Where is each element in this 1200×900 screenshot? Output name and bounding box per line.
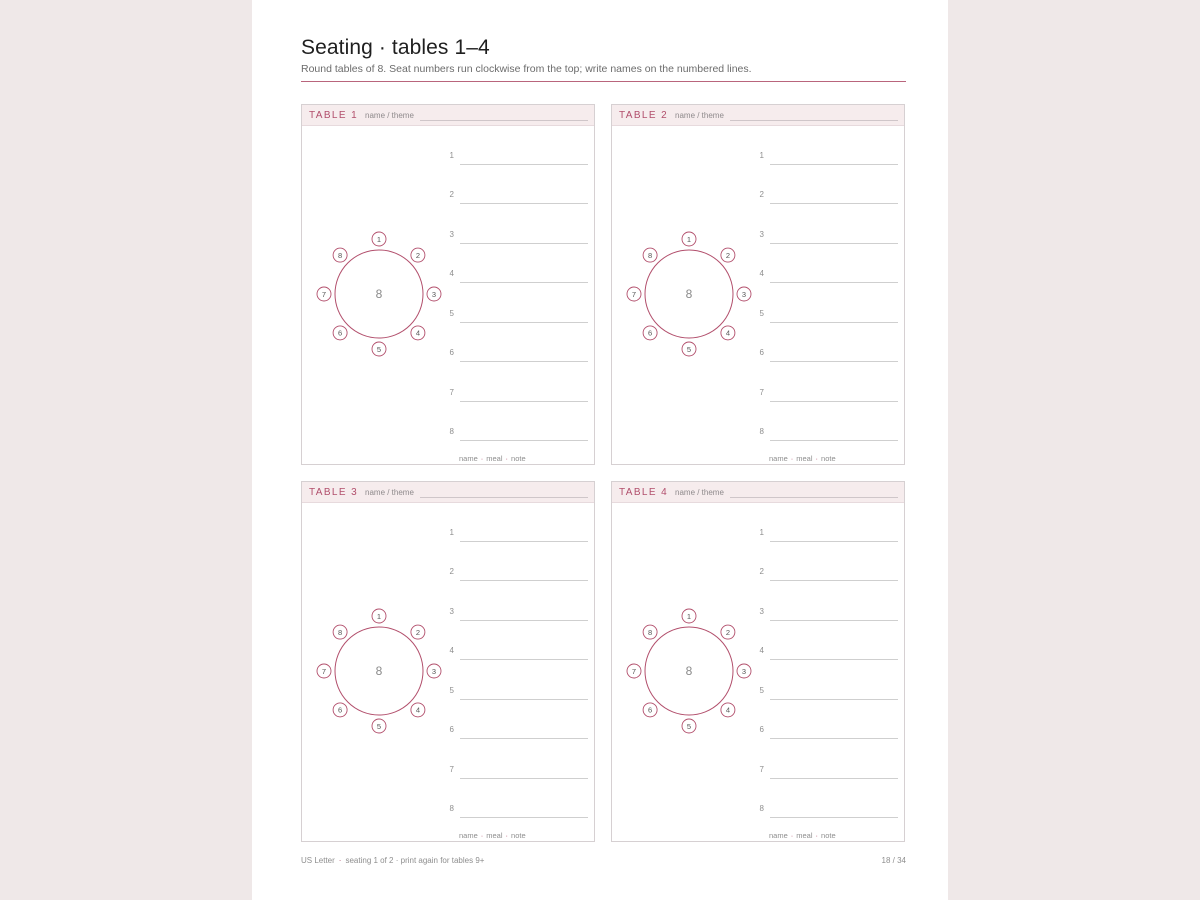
seat-number: 5: [376, 344, 382, 354]
seat-marker: [721, 703, 735, 717]
seat-row-number: 6: [449, 348, 454, 357]
field-legend-item: meal: [796, 454, 813, 463]
seat-number: 3: [741, 666, 747, 676]
name-write-line[interactable]: [770, 203, 898, 204]
seat-marker: [721, 248, 735, 262]
seat-name-row: [442, 804, 588, 818]
name-write-line[interactable]: [770, 620, 898, 621]
seat-name-row: [442, 725, 588, 739]
table-card-header: [302, 482, 594, 503]
seat-number: 7: [321, 289, 327, 299]
table-capacity-number: 8: [375, 664, 383, 678]
seat-number: 1: [686, 611, 692, 621]
round-table-diagram: [622, 211, 757, 354]
seat-number: 6: [648, 328, 653, 338]
seat-marker: [643, 703, 657, 717]
seat-number: 5: [686, 721, 692, 731]
theme-field-label: name / theme: [675, 111, 724, 120]
separator-dot: ·: [790, 454, 794, 463]
seat-number: 1: [376, 234, 382, 244]
seat-marker: [317, 664, 331, 678]
page-number: 18 / 34: [881, 856, 906, 865]
seat-row-number: 6: [759, 725, 764, 734]
theme-write-line[interactable]: [730, 497, 898, 498]
seat-name-row: [442, 348, 588, 362]
seat-number: 7: [631, 666, 637, 676]
name-write-line[interactable]: [770, 164, 898, 165]
name-write-line[interactable]: [770, 282, 898, 283]
seat-name-row: [442, 388, 588, 402]
seat-marker: [333, 625, 347, 639]
name-write-line[interactable]: [460, 738, 588, 739]
name-write-line[interactable]: [460, 580, 588, 581]
name-write-line[interactable]: [770, 738, 898, 739]
seat-marker: [427, 287, 441, 301]
table-label: TABLE 1: [309, 110, 359, 121]
seat-name-row: [752, 269, 898, 283]
seat-row-number: 3: [449, 607, 454, 616]
seat-marker: [372, 719, 386, 733]
seat-row-number: 7: [759, 388, 764, 397]
name-write-line[interactable]: [770, 322, 898, 323]
card-field-legend: [769, 454, 836, 463]
table-label: TABLE 2: [619, 110, 669, 121]
seat-number: 8: [338, 250, 343, 260]
seat-row-number: 5: [449, 309, 454, 318]
seat-number: 2: [725, 250, 730, 260]
seat-marker: [721, 625, 735, 639]
field-legend-item: note: [511, 454, 526, 463]
seat-number: 8: [648, 250, 653, 260]
seat-name-row: [442, 309, 588, 323]
separator-dot: ·: [815, 454, 819, 463]
seat-name-row: [752, 567, 898, 581]
seat-marker: [372, 609, 386, 623]
separator-dot: ·: [505, 831, 509, 840]
page-subtitle: Round tables of 8. Seat numbers run clockwise from the top; write names on the numbered lines.: [301, 63, 752, 75]
seat-number: 3: [431, 289, 437, 299]
seat-name-row: [442, 151, 588, 165]
page-footer-left: [301, 856, 484, 865]
page-title: Seating · tables 1–4: [301, 36, 490, 59]
table-capacity-number: 8: [685, 287, 693, 301]
field-legend-item: name: [769, 454, 788, 463]
card-field-legend: [459, 454, 526, 463]
seat-name-row: [442, 427, 588, 441]
seat-row-number: 7: [449, 765, 454, 774]
seat-row-number: 8: [449, 427, 454, 436]
seat-number: 4: [415, 705, 420, 715]
seat-name-row: [442, 230, 588, 244]
seat-marker: [333, 326, 347, 340]
seat-number: 5: [686, 344, 692, 354]
field-legend-item: note: [511, 831, 526, 840]
table-card: [301, 104, 595, 465]
seat-row-number: 4: [759, 646, 764, 655]
seat-marker: [372, 232, 386, 246]
name-write-line[interactable]: [770, 778, 898, 779]
card-field-legend: [459, 831, 526, 840]
separator-dot: ·: [338, 856, 342, 865]
seat-marker: [427, 664, 441, 678]
name-write-line[interactable]: [770, 817, 898, 818]
seat-name-row: [442, 567, 588, 581]
seat-name-row: [442, 607, 588, 621]
field-legend-item: meal: [486, 831, 503, 840]
seat-number: 3: [741, 289, 747, 299]
seat-row-number: 5: [449, 686, 454, 695]
round-table-diagram: [312, 588, 447, 731]
name-write-line[interactable]: [460, 164, 588, 165]
card-field-legend: [769, 831, 836, 840]
seat-name-row: [752, 230, 898, 244]
seat-row-number: 4: [449, 269, 454, 278]
seat-number: 7: [631, 289, 637, 299]
name-write-line[interactable]: [460, 778, 588, 779]
seat-marker: [411, 625, 425, 639]
table-card-header: [612, 105, 904, 126]
seat-row-number: 8: [759, 427, 764, 436]
seat-marker: [682, 342, 696, 356]
printable-page: [252, 0, 948, 900]
round-table-diagram: [312, 211, 447, 354]
seat-row-number: 7: [449, 388, 454, 397]
seat-name-row: [752, 528, 898, 542]
seat-row-number: 1: [449, 151, 454, 160]
seat-name-row: [752, 427, 898, 441]
separator-dot: ·: [790, 831, 794, 840]
seat-row-number: 1: [449, 528, 454, 537]
seat-marker: [682, 609, 696, 623]
theme-field-label: name / theme: [365, 488, 414, 497]
seat-marker: [737, 664, 751, 678]
seat-number: 4: [725, 705, 730, 715]
seat-number: 4: [725, 328, 730, 338]
seat-name-row: [752, 388, 898, 402]
seat-name-row: [752, 607, 898, 621]
field-legend-item: note: [821, 831, 836, 840]
name-write-line[interactable]: [460, 659, 588, 660]
seat-name-row: [442, 528, 588, 542]
seat-marker: [643, 625, 657, 639]
seat-marker: [627, 664, 641, 678]
theme-write-line[interactable]: [420, 497, 588, 498]
separator-dot: ·: [480, 454, 484, 463]
field-legend-item: note: [821, 454, 836, 463]
table-card: [611, 104, 905, 465]
seat-name-row: [442, 269, 588, 283]
theme-field-label: name / theme: [365, 111, 414, 120]
seat-number: 2: [415, 627, 420, 637]
seat-name-row: [752, 646, 898, 660]
separator-dot: ·: [480, 831, 484, 840]
seat-name-row: [442, 646, 588, 660]
seat-marker: [333, 703, 347, 717]
name-write-line[interactable]: [770, 440, 898, 441]
seat-row-number: 4: [759, 269, 764, 278]
seat-row-number: 3: [759, 230, 764, 239]
name-write-line[interactable]: [460, 243, 588, 244]
seat-name-row: [442, 686, 588, 700]
seat-name-row: [752, 804, 898, 818]
seat-row-number: 1: [759, 528, 764, 537]
name-write-line[interactable]: [770, 699, 898, 700]
table-svg: [622, 588, 757, 731]
name-write-line[interactable]: [770, 401, 898, 402]
seat-number: 8: [338, 627, 343, 637]
seat-number: 6: [338, 328, 343, 338]
name-write-line[interactable]: [460, 401, 588, 402]
table-svg: [312, 588, 447, 731]
name-write-line[interactable]: [460, 620, 588, 621]
seat-marker: [411, 248, 425, 262]
seat-number: 1: [376, 611, 382, 621]
theme-field-label: name / theme: [675, 488, 724, 497]
seat-name-row: [752, 348, 898, 362]
table-label: TABLE 3: [309, 487, 359, 498]
seat-name-row: [752, 151, 898, 165]
seat-row-number: 4: [449, 646, 454, 655]
seat-row-number: 2: [759, 567, 764, 576]
seat-marker: [411, 326, 425, 340]
seat-name-row: [752, 725, 898, 739]
seat-name-row: [752, 309, 898, 323]
seat-number: 3: [431, 666, 437, 676]
seat-row-number: 3: [759, 607, 764, 616]
seat-number: 5: [376, 721, 382, 731]
name-write-line[interactable]: [460, 282, 588, 283]
separator-dot: ·: [505, 454, 509, 463]
seat-marker: [627, 287, 641, 301]
seat-name-row: [442, 765, 588, 779]
seat-marker: [411, 703, 425, 717]
name-write-line[interactable]: [770, 580, 898, 581]
field-legend-item: name: [769, 831, 788, 840]
print-info-label: seating 1 of 2 · print again for tables 9+: [345, 856, 485, 865]
table-svg: [622, 211, 757, 354]
seat-marker: [372, 342, 386, 356]
table-svg: [312, 211, 447, 354]
seat-row-number: 3: [449, 230, 454, 239]
seat-row-number: 6: [759, 348, 764, 357]
seat-marker: [721, 326, 735, 340]
seat-marker: [643, 248, 657, 262]
seat-row-number: 2: [449, 567, 454, 576]
seat-marker: [682, 719, 696, 733]
paper-size-label: US Letter: [301, 856, 335, 865]
seat-number: 7: [321, 666, 327, 676]
seat-name-row: [752, 686, 898, 700]
seat-marker: [643, 326, 657, 340]
seat-row-number: 2: [759, 190, 764, 199]
seat-number: 6: [648, 705, 653, 715]
seat-marker: [682, 232, 696, 246]
field-legend-item: name: [459, 831, 478, 840]
table-card-header: [612, 482, 904, 503]
seat-marker: [333, 248, 347, 262]
seat-row-number: 1: [759, 151, 764, 160]
name-write-line[interactable]: [460, 817, 588, 818]
seat-number: 8: [648, 627, 653, 637]
table-card-header: [302, 105, 594, 126]
table-capacity-number: 8: [685, 664, 693, 678]
name-write-line[interactable]: [770, 361, 898, 362]
seat-name-row: [442, 190, 588, 204]
seat-row-number: 5: [759, 309, 764, 318]
seat-number: 6: [338, 705, 343, 715]
name-write-line[interactable]: [460, 322, 588, 323]
seat-row-number: 8: [759, 804, 764, 813]
seat-number: 2: [725, 627, 730, 637]
name-write-line[interactable]: [460, 699, 588, 700]
table-card: [611, 481, 905, 842]
field-legend-item: meal: [486, 454, 503, 463]
name-write-line[interactable]: [770, 659, 898, 660]
name-write-line[interactable]: [770, 541, 898, 542]
field-legend-item: name: [459, 454, 478, 463]
name-write-line[interactable]: [770, 243, 898, 244]
theme-write-line[interactable]: [420, 120, 588, 121]
seat-row-number: 8: [449, 804, 454, 813]
field-legend-item: meal: [796, 831, 813, 840]
seat-number: 1: [686, 234, 692, 244]
seat-row-number: 6: [449, 725, 454, 734]
name-write-line[interactable]: [460, 203, 588, 204]
name-write-line[interactable]: [460, 541, 588, 542]
seat-row-number: 7: [759, 765, 764, 774]
table-label: TABLE 4: [619, 487, 669, 498]
seat-number: 2: [415, 250, 420, 260]
seat-number: 4: [415, 328, 420, 338]
seat-marker: [737, 287, 751, 301]
name-write-line[interactable]: [460, 361, 588, 362]
separator-dot: ·: [815, 831, 819, 840]
table-card: [301, 481, 595, 842]
seat-name-row: [752, 765, 898, 779]
seat-marker: [317, 287, 331, 301]
title-divider: [301, 81, 906, 82]
theme-write-line[interactable]: [730, 120, 898, 121]
seat-row-number: 2: [449, 190, 454, 199]
seat-name-row: [752, 190, 898, 204]
name-write-line[interactable]: [460, 440, 588, 441]
seat-row-number: 5: [759, 686, 764, 695]
table-capacity-number: 8: [375, 287, 383, 301]
round-table-diagram: [622, 588, 757, 731]
